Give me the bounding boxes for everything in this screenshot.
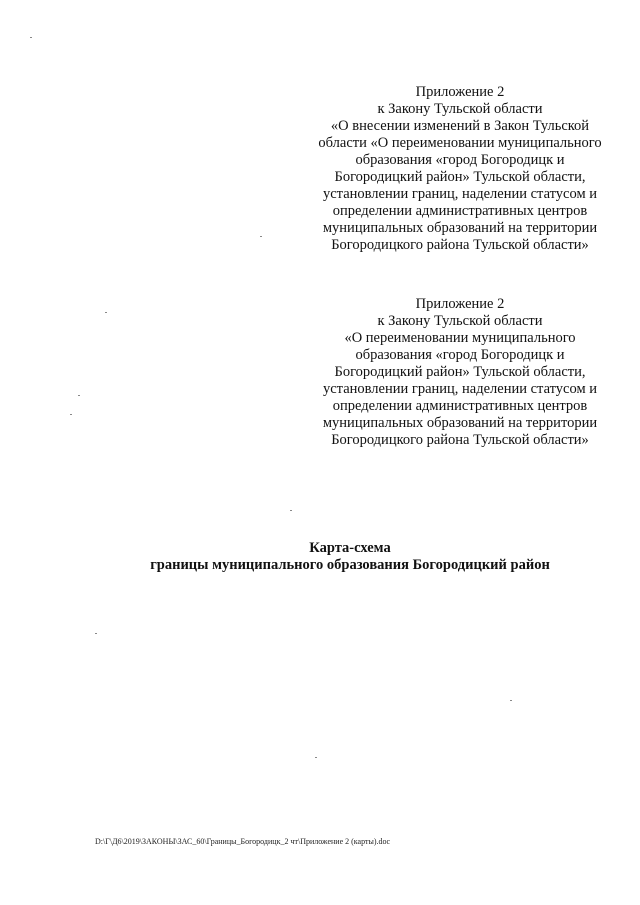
appendix-line: Богородицкий район» Тульской области, — [334, 169, 586, 185]
scan-speck — [95, 633, 97, 634]
scan-speck — [30, 37, 32, 38]
appendix-header-amending-law — [300, 84, 620, 254]
appendix-line: образования «город Богородицк и — [355, 152, 565, 168]
scan-speck — [290, 510, 292, 511]
map-title — [0, 540, 640, 574]
appendix-line: муниципальных образований на территории — [322, 415, 598, 431]
scan-speck — [105, 312, 107, 313]
appendix-line: области «О переименовании муниципального — [318, 135, 602, 151]
appendix-line: Приложение 2 — [415, 296, 505, 312]
scan-speck — [315, 757, 317, 758]
scan-speck — [78, 395, 80, 396]
scan-speck — [70, 414, 72, 415]
footer-file-path: D:\Г\Д6\2019\ЗАКОНЫ\ЗАС_60\Границы_Богородицк_2 чт\Приложение 2 (карты).doc — [95, 837, 391, 846]
appendix-line: установлении границ, наделении статусом и — [323, 381, 597, 397]
appendix-line: Богородицкого района Тульской области» — [331, 432, 589, 448]
appendix-line: к Закону Тульской области — [377, 313, 543, 329]
map-title-line-1: Карта-схема — [309, 540, 391, 556]
appendix-line: определении административных центров — [332, 398, 588, 414]
appendix-line: «О переименовании муниципального — [344, 330, 576, 346]
appendix-line: Приложение 2 — [415, 84, 505, 100]
appendix-line: «О внесении изменений в Закон Тульской — [330, 118, 590, 134]
appendix-header-original-law — [300, 296, 620, 449]
scan-speck — [260, 236, 262, 237]
map-title-line-2: границы муниципального образования Богородицкий район — [150, 557, 550, 573]
appendix-line: Богородицкого района Тульской области» — [331, 237, 589, 253]
appendix-line: образования «город Богородицк и — [355, 347, 565, 363]
appendix-line: Богородицкий район» Тульской области, — [334, 364, 586, 380]
appendix-line: определении административных центров — [332, 203, 588, 219]
appendix-line: установлении границ, наделении статусом и — [323, 186, 597, 202]
scan-speck — [510, 700, 512, 701]
appendix-line: к Закону Тульской области — [377, 101, 543, 117]
appendix-line: муниципальных образований на территории — [322, 220, 598, 236]
